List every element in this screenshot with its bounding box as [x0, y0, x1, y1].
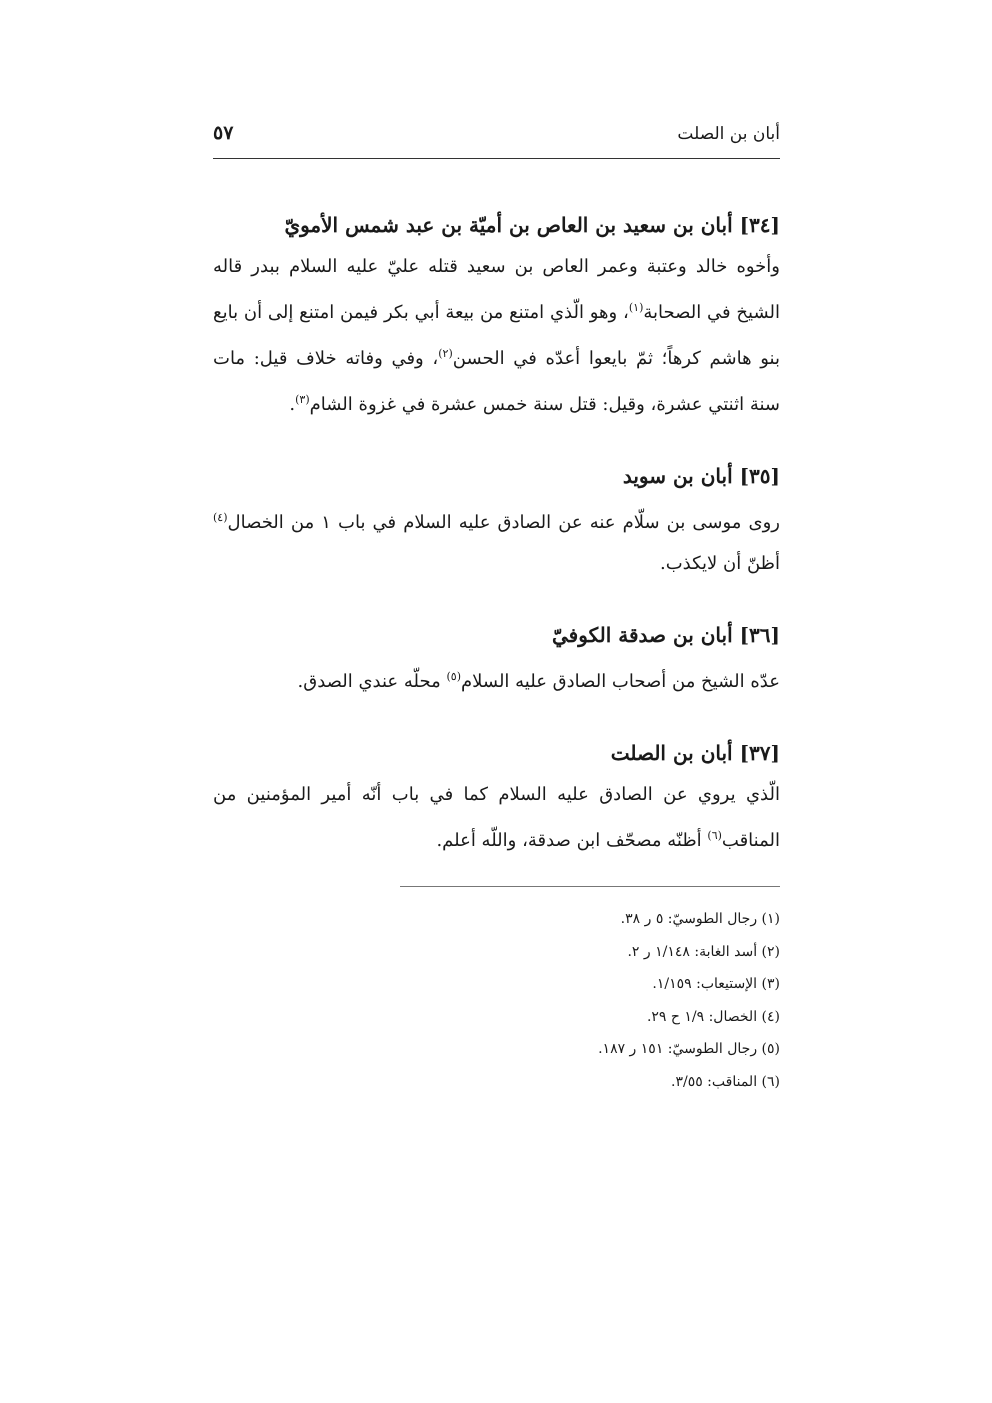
footnote-ref[interactable]: (١) [628, 301, 644, 314]
entry-text [213, 246, 780, 425]
page-number: ٥٧ [213, 122, 234, 144]
footnotes-section [400, 886, 780, 1099]
entry-34 [213, 208, 780, 425]
footnote-5: (٥) رجال الطوسيّ: ١٥١ ر ١٨٧. [598, 1041, 780, 1058]
text-segment: عدّه الشيخ من أصحاب الصادق عليه السلام [461, 671, 780, 692]
footnote-ref[interactable]: (٣) [295, 393, 310, 406]
entry-35 [213, 459, 780, 584]
text-segment: وأخوه خالد وعتبة وعمر العاص بن سعيد قتله عليّ عليه السلام ببدر قاله الشيخ في الصحابة [213, 256, 780, 323]
entry-heading: [٣٧] أبان بن الصلت [610, 741, 780, 765]
footnote-ref[interactable]: (٤) [213, 511, 228, 524]
entry-heading: [٣٦] أبان بن صدقة الكوفيّ [552, 623, 780, 647]
page-header [213, 118, 780, 159]
text-segment: روى موسى بن سلّام عنه عن الصادق عليه السلام في باب ١ من الخصال [227, 512, 780, 533]
entry-heading: [٣٥] أبان بن سويد [622, 464, 780, 488]
entry-37 [213, 736, 780, 861]
entry-text [213, 497, 780, 584]
main-text [213, 208, 780, 895]
footnote-4: (٤) الخصال: ١/٩ ح ٢٩. [646, 1008, 780, 1025]
footnote-1: (١) رجال الطوسيّ: ٥ ر ٣٨. [620, 911, 780, 927]
footnote-6: (٦) المناقب: ٣/٥٥. [671, 1073, 780, 1090]
entry-heading: [٣٤] أبان بن سعيد بن العاص بن أميّة بن عبد شمس الأمويّ [284, 213, 780, 237]
entry-text [213, 774, 780, 861]
text-segment: الّذي يروي عن الصادق عليه السلام كما في باب أنّه أمير المؤمنين من المناقب [213, 784, 780, 851]
footnote-ref[interactable]: (٥) [446, 670, 461, 683]
text-segment: أظنّ أن لايكذب. [659, 553, 780, 574]
text-segment: ، وفي وفاته خلاف قيل: مات سنة اثنتي عشرة، وقيل: قتل سنة خمس عشرة في غزوة الشام [213, 348, 780, 415]
text-segment: أظنّه مصحّف ابن صدقة، واللّه أعلم. [436, 830, 708, 851]
entry-36 [213, 618, 780, 702]
running-title: أبان بن الصلت [677, 124, 780, 144]
text-segment: محلّه عندي الصدق. [297, 671, 447, 692]
footnote-ref[interactable]: (٦) [707, 829, 722, 842]
footnote-2: (٢) أسد الغابة: ١/١٤٨ ر ٢. [627, 943, 780, 960]
text-segment: ، وهو الّذي امتنع من بيعة أبي بكر فيمن امتنع إلى أن بايع بنو هاشم كرهاً؛ ثمّ بايعوا أعدّه في الحسن [213, 302, 780, 369]
text-segment: . [289, 394, 296, 415]
footnote-ref[interactable]: (٢) [438, 347, 453, 360]
entry-text [213, 656, 780, 702]
footnote-3: (٣) الإستيعاب: ١/١٥٩. [652, 976, 780, 993]
